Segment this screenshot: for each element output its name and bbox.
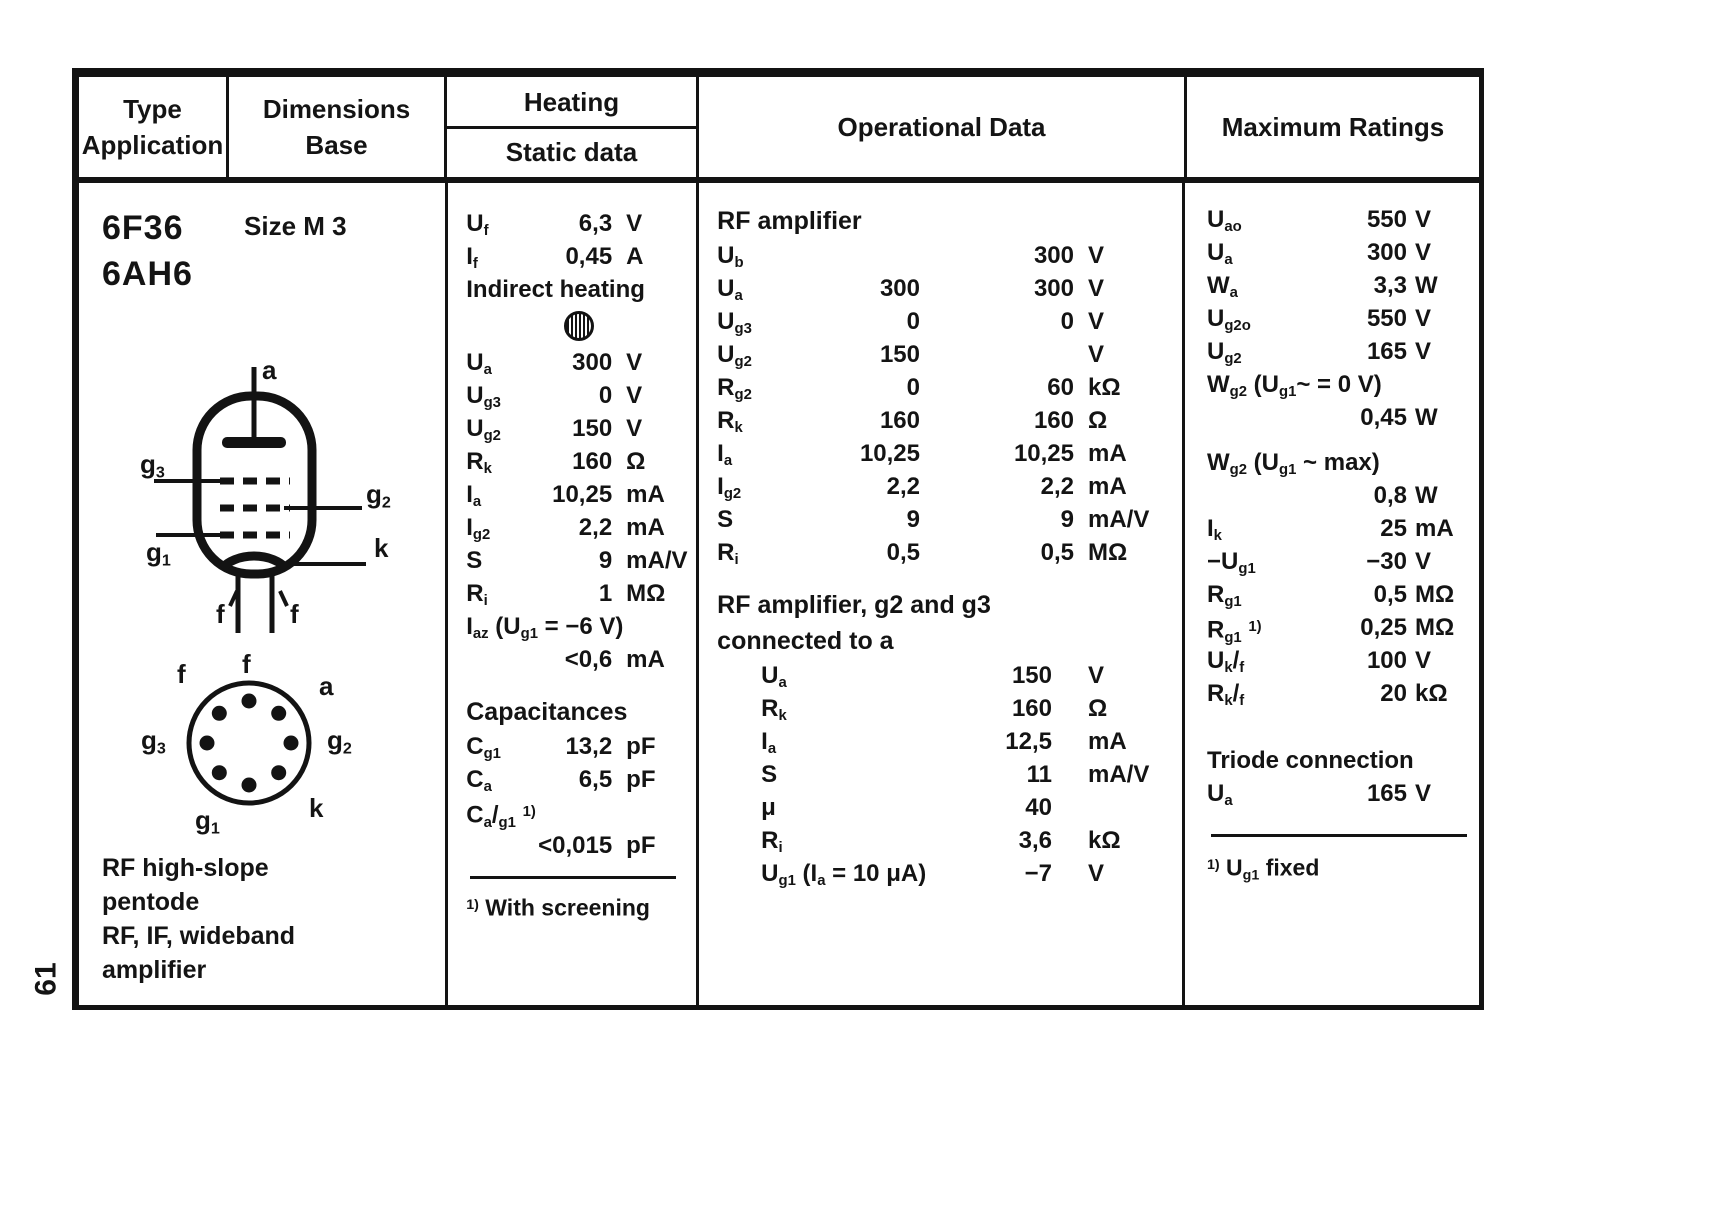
parameter-unit: V <box>1088 860 1105 887</box>
section-heading <box>717 623 1170 659</box>
parameter-value: 550 <box>1366 305 1407 332</box>
parameter-unit: V <box>1415 780 1432 807</box>
parameter-row <box>717 824 1170 857</box>
parameter-value: 550 <box>1366 206 1407 233</box>
text: Triode connection <box>1207 747 1414 774</box>
parameter-unit: mA/V <box>1088 506 1150 533</box>
g3-label: g3 <box>140 449 165 482</box>
parameter-value: 300 <box>572 349 613 376</box>
type-dimensions-cell <box>79 183 448 1009</box>
filament-label-left: f <box>216 599 225 629</box>
parameter-unit: mA <box>1088 728 1127 755</box>
parameter-value: −30 <box>1366 548 1407 575</box>
page-number: 61 <box>29 962 63 996</box>
parameter-label: S <box>761 761 778 788</box>
parameter-row <box>466 346 686 379</box>
symbol-row <box>466 306 686 346</box>
parameter-value: 300 <box>1366 239 1407 266</box>
header-heating: Heating <box>523 86 620 117</box>
parameter-row <box>717 371 1170 404</box>
parameter-label: Rk/f <box>1207 680 1245 710</box>
parameter-row <box>1207 545 1467 578</box>
parameter-row <box>717 305 1170 338</box>
header-heating-static <box>447 77 699 177</box>
base-pin-f-top-left: f <box>177 659 186 689</box>
parameter-label: Ua <box>761 662 787 692</box>
pin-dot <box>242 694 257 709</box>
parameter-unit: A <box>626 243 644 270</box>
parameter-label: Ub <box>717 242 744 272</box>
header-line: Type <box>123 94 182 124</box>
parameter-value: 20 <box>1380 680 1407 707</box>
parameter-unit: mA <box>626 514 665 541</box>
parameter-unit: MΩ <box>1415 581 1455 608</box>
parameter-label: Ca/g1 $^{1)}$ <box>466 801 536 831</box>
parameter-row <box>1207 479 1467 512</box>
parameter-value: 0,5 <box>1373 581 1407 608</box>
table-header-row <box>79 77 1479 183</box>
parameter-unit: V <box>1088 242 1105 269</box>
parameter-unit: pF <box>626 832 656 859</box>
parameter-label: Ri <box>761 827 783 857</box>
base-pin-g1: g1 <box>195 805 220 838</box>
parameter-value: 100 <box>1366 647 1407 674</box>
footnote-text: $^{1)}$ With screening <box>466 894 650 921</box>
spacer <box>1207 434 1467 446</box>
parameter-row <box>1207 203 1467 236</box>
application-description <box>102 851 295 987</box>
parameter-label: Ua <box>717 275 743 305</box>
parameter-label: Ua <box>1207 780 1233 810</box>
parameter-value: 0,25 <box>1360 614 1407 641</box>
parameter-row <box>1207 335 1467 368</box>
parameter-unit: V <box>1088 341 1105 368</box>
parameter-label: Ri <box>717 539 739 569</box>
parameter-label: S <box>717 506 734 533</box>
parameter-value: 0,45 <box>565 243 613 270</box>
parameter-row <box>466 207 686 240</box>
parameter-unit: mA <box>1088 440 1127 467</box>
text-line <box>466 273 686 306</box>
parameter-label: If <box>466 243 478 273</box>
parameter-label: Ua <box>466 349 492 379</box>
parameter-unit: kΩ <box>1088 374 1121 401</box>
pin-dot <box>284 736 299 751</box>
parameter-label: Rg1 $^{1)}$ <box>1207 616 1262 646</box>
base-pin-g2: g2 <box>327 725 352 758</box>
parameter-value: 160 <box>572 448 613 475</box>
parameter-label: Ca <box>466 766 492 796</box>
parameter-unit: mA/V <box>626 547 688 574</box>
parameter-label: Ri <box>466 580 488 610</box>
value-column-1: 0 <box>906 374 920 401</box>
parameter-row <box>717 758 1170 791</box>
parameter-value: 13,2 <box>565 733 613 760</box>
value-column-2: 160 <box>1033 407 1074 434</box>
parameter-value: 12,5 <box>1005 728 1052 755</box>
heading-text: connected to a <box>717 627 894 655</box>
parameter-unit: pF <box>626 766 656 793</box>
parameter-unit: V <box>1415 239 1432 266</box>
parameter-unit: W <box>1415 272 1438 299</box>
parameter-label: Ua <box>1207 239 1233 269</box>
value-column-2: 60 <box>1047 374 1074 401</box>
base-pin-a: a <box>319 671 334 701</box>
parameter-unit: mA/V <box>1088 761 1150 788</box>
parameter-row <box>466 763 686 796</box>
parameter-value: 150 <box>1011 662 1052 689</box>
value-column-2: 0 <box>1060 308 1074 335</box>
base-pin-g3: g3 <box>141 725 166 758</box>
description-line: RF, IF, wideband <box>102 922 296 950</box>
section-heading <box>717 203 1170 239</box>
anode-label: a <box>262 355 277 385</box>
parameter-label: Rg1 <box>1207 581 1242 611</box>
parameter-label: Ug3 <box>466 382 501 412</box>
parameter-label: Ug1 (Ia = 10 μA) <box>761 860 927 890</box>
parameter-label-row <box>1207 368 1467 401</box>
parameter-unit: V <box>1088 662 1105 689</box>
parameter-row <box>717 692 1170 725</box>
value-column-2: 9 <box>1060 506 1074 533</box>
pin-dot <box>212 706 227 721</box>
spacer <box>1207 837 1467 849</box>
parameter-row <box>466 478 686 511</box>
section-heading <box>717 587 1170 623</box>
parameter-label: Ik <box>1207 515 1222 545</box>
parameter-value: 165 <box>1366 338 1407 365</box>
value-column-2: 300 <box>1033 242 1074 269</box>
cathode-label: k <box>374 533 389 563</box>
parameter-unit: V <box>1415 305 1432 332</box>
header-line: Operational Data <box>837 112 1046 142</box>
value-column-1: 2,2 <box>886 473 920 500</box>
value-column-1: 300 <box>879 275 920 302</box>
parameter-value: 11 <box>1026 761 1052 788</box>
header-static-data: Static data <box>505 136 638 167</box>
parameter-value: 3,3 <box>1373 272 1407 299</box>
parameter-value: −7 <box>1024 860 1052 887</box>
parameter-label: Uf <box>466 210 489 240</box>
parameter-unit: V <box>626 210 643 237</box>
parameter-unit: Ω <box>1088 407 1108 434</box>
parameter-label: Ig2 <box>717 473 742 503</box>
value-column-1: 10,25 <box>859 440 920 467</box>
parameter-label: Ug2 <box>466 415 501 445</box>
datasheet-table <box>72 68 1484 1010</box>
parameter-label-row <box>1207 446 1467 479</box>
size-label: Size M 3 <box>244 211 347 241</box>
parameter-row <box>466 412 686 445</box>
parameter-row <box>466 544 686 577</box>
parameter-row <box>1207 269 1467 302</box>
parameter-row <box>1207 401 1467 434</box>
parameter-unit: MΩ <box>626 580 666 607</box>
spacer <box>1207 810 1467 834</box>
value-column-1: 160 <box>879 407 920 434</box>
parameter-value: 25 <box>1380 515 1407 542</box>
parameter-unit: mA <box>1088 473 1127 500</box>
parameter-unit: V <box>626 382 643 409</box>
header-line: Maximum Ratings <box>1221 112 1445 142</box>
parameter-unit: kΩ <box>1415 680 1448 707</box>
parameter-row <box>466 240 686 273</box>
filament-arrow-right <box>280 591 287 606</box>
parameter-label: Ug3 <box>717 308 752 338</box>
parameter-value: 165 <box>1366 780 1407 807</box>
parameter-value: 0,45 <box>1360 404 1407 431</box>
header-line: Dimensions <box>262 94 411 124</box>
parameter-unit: mA <box>1415 515 1454 542</box>
base-pinout-svg <box>139 661 419 876</box>
parameter-label: Rg2 <box>717 374 752 404</box>
footnote <box>466 889 686 922</box>
section-heading <box>466 694 686 730</box>
parameter-value: <0,015 <box>538 832 613 859</box>
g1-label: g1 <box>146 537 171 570</box>
header-dimensions-base <box>229 77 447 177</box>
g2-label: g2 <box>366 479 391 512</box>
header-operational-data <box>699 77 1187 177</box>
parameter-row <box>717 725 1170 758</box>
spacer <box>466 862 686 876</box>
parameter-value: 150 <box>572 415 613 442</box>
pin-dot <box>242 778 257 793</box>
parameter-unit: Ω <box>626 448 646 475</box>
value-column-1: 0,5 <box>886 539 920 566</box>
parameter-label: Wg2 (Ug1 ~ max) <box>1207 449 1380 479</box>
parameter-label: Uk/f <box>1207 647 1245 677</box>
base-pin-f-top: f <box>242 649 251 679</box>
heading-text: RF amplifier, g2 and g3 <box>717 591 991 619</box>
parameter-row <box>717 659 1170 692</box>
parameter-row <box>1207 611 1467 644</box>
spacer <box>466 676 686 694</box>
parameter-unit: V <box>1088 308 1105 335</box>
table-body-row <box>79 183 1479 1009</box>
parameter-row <box>1207 302 1467 335</box>
pin-dot <box>212 765 227 780</box>
hatched-circle-symbol <box>564 311 594 341</box>
parameter-row <box>466 445 686 478</box>
parameter-row <box>466 511 686 544</box>
parameter-label: Wa <box>1207 272 1238 302</box>
parameter-unit: W <box>1415 482 1438 509</box>
parameter-label: Rk <box>717 407 743 437</box>
parameter-row <box>466 829 686 862</box>
parameter-row <box>466 577 686 610</box>
parameter-row <box>717 857 1170 890</box>
parameter-row <box>1207 644 1467 677</box>
parameter-label: Ia <box>761 728 777 758</box>
parameter-value: 2,2 <box>578 514 613 541</box>
parameter-row <box>466 379 686 412</box>
parameter-label: −Ug1 <box>1207 548 1256 578</box>
text: Indirect heating <box>466 276 645 303</box>
pin-dot <box>200 736 215 751</box>
value-column-2: 2,2 <box>1040 473 1074 500</box>
anode-bar <box>222 437 286 448</box>
parameter-value: 1 <box>598 580 613 607</box>
parameter-value: 0,8 <box>1373 482 1407 509</box>
parameter-label: Ia <box>717 440 733 470</box>
parameter-value: 6,5 <box>578 766 613 793</box>
pin-dot <box>271 706 286 721</box>
parameter-value: 10,25 <box>552 481 613 508</box>
parameter-row <box>1207 578 1467 611</box>
header-maximum-ratings <box>1187 77 1479 177</box>
parameter-unit: pF <box>626 733 656 760</box>
tube-schematic-diagram <box>134 355 434 646</box>
static-data-cell <box>448 183 699 1009</box>
parameter-unit: W <box>1415 404 1438 431</box>
heading-text: RF amplifier <box>717 207 862 235</box>
tube-type: 6AH6 <box>102 255 193 293</box>
value-column-2: 0,5 <box>1040 539 1074 566</box>
parameter-label: Ig2 <box>466 514 491 544</box>
parameter-row <box>717 503 1170 536</box>
parameter-row <box>1207 236 1467 269</box>
spacer <box>717 569 1170 587</box>
parameter-row <box>717 437 1170 470</box>
parameter-value: 9 <box>598 547 613 574</box>
filament-label-right: f <box>290 599 299 629</box>
parameter-label: Ug2 <box>717 341 752 371</box>
parameter-row <box>717 470 1170 503</box>
parameter-row <box>1207 777 1467 810</box>
tube-type: 6F36 <box>102 209 184 247</box>
parameter-row <box>466 643 686 676</box>
heading-text: Capacitances <box>466 698 628 726</box>
parameter-unit: Ω <box>1088 695 1108 722</box>
value-column-1: 9 <box>906 506 920 533</box>
parameter-value: 0 <box>598 382 613 409</box>
parameter-row <box>717 272 1170 305</box>
parameter-value: 3,6 <box>1018 827 1052 854</box>
parameter-row <box>1207 512 1467 545</box>
spacer <box>1207 710 1467 744</box>
parameter-unit: V <box>1415 647 1432 674</box>
parameter-row <box>717 536 1170 569</box>
parameter-label: Iaz (Ug1 = −6 V) <box>466 613 624 643</box>
parameter-label: μ <box>761 794 776 821</box>
value-column-1: 0 <box>906 308 920 335</box>
spacer <box>466 879 686 889</box>
parameter-value: 40 <box>1025 794 1052 821</box>
operational-data-cell <box>699 183 1185 1009</box>
parameter-label: Rk <box>466 448 492 478</box>
parameter-label: Ug2 <box>1207 338 1242 368</box>
footnote-text: $^{1)}$ Ug1 fixed <box>1207 854 1320 884</box>
description-line: RF high-slope <box>102 854 269 882</box>
parameter-label-row <box>466 796 686 829</box>
value-column-1: 150 <box>879 341 920 368</box>
value-column-2: 300 <box>1033 275 1074 302</box>
description-line: amplifier <box>102 956 207 984</box>
tube-type-names <box>102 205 193 297</box>
text-line <box>1207 744 1467 777</box>
value-column-2: 10,25 <box>1013 440 1074 467</box>
parameter-row <box>717 239 1170 272</box>
parameter-label: Ug2o <box>1207 305 1251 335</box>
parameter-unit: V <box>626 349 643 376</box>
parameter-unit: mA <box>626 646 665 673</box>
parameter-unit: mA <box>626 481 665 508</box>
base-pinout-diagram <box>139 649 419 876</box>
parameter-unit: V <box>1415 548 1432 575</box>
parameter-value: 160 <box>1011 695 1052 722</box>
parameter-label: Uao <box>1207 206 1242 236</box>
base-pin-k: k <box>309 793 324 823</box>
parameter-row <box>717 404 1170 437</box>
parameter-unit: V <box>1415 338 1432 365</box>
parameter-label: Ia <box>466 481 482 511</box>
parameter-unit: V <box>626 415 643 442</box>
header-type-application <box>79 77 229 177</box>
parameter-unit: MΩ <box>1088 539 1128 566</box>
parameter-row <box>717 338 1170 371</box>
parameter-unit: kΩ <box>1088 827 1121 854</box>
parameter-unit: V <box>1415 206 1432 233</box>
parameter-row <box>717 791 1170 824</box>
parameter-value: <0,6 <box>564 646 613 673</box>
parameter-label: Cg1 <box>466 733 501 763</box>
parameter-row <box>466 730 686 763</box>
parameter-value: 6,3 <box>578 210 613 237</box>
description-line: pentode <box>102 888 200 916</box>
parameter-label-row <box>466 610 686 643</box>
parameter-label: Wg2 (Ug1~ = 0 V) <box>1207 371 1382 401</box>
parameter-unit: MΩ <box>1415 614 1455 641</box>
parameter-row <box>1207 677 1467 710</box>
parameter-unit: V <box>1088 275 1105 302</box>
footnote <box>1207 849 1467 882</box>
pin-dot <box>271 765 286 780</box>
header-line: Application <box>81 130 224 160</box>
maximum-ratings-cell <box>1185 183 1479 1009</box>
parameter-label: Rk <box>761 695 787 725</box>
parameter-label: S <box>466 547 483 574</box>
header-line: Base <box>305 130 368 160</box>
